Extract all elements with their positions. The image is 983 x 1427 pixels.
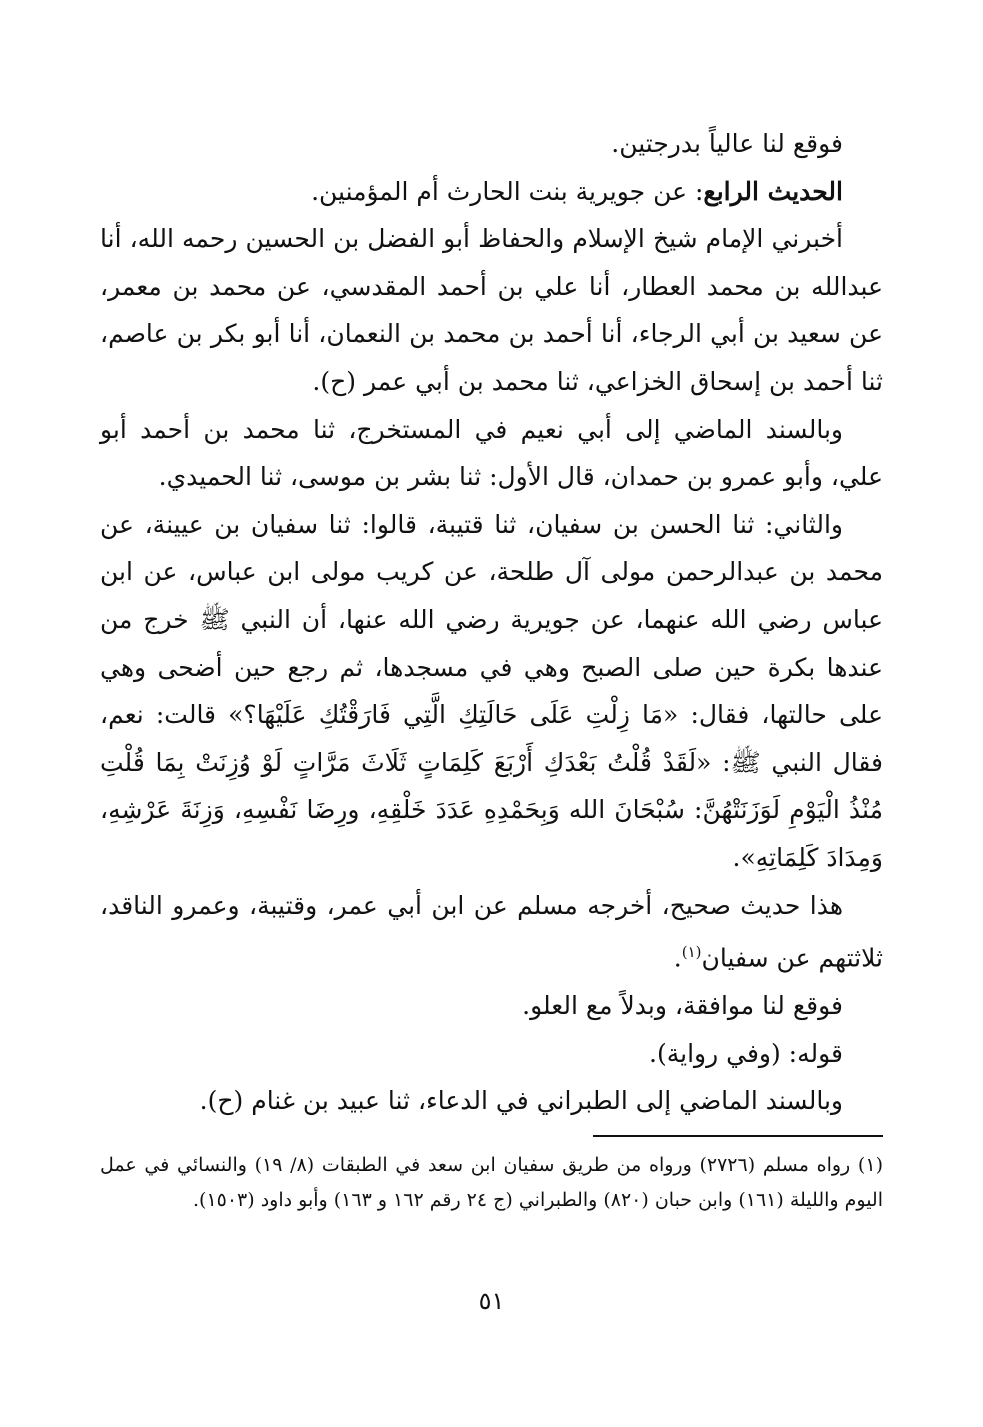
paragraph-5: والثاني: ثنا الحسن بن سفيان، ثنا قتيبة، قالوا: ثنا سفيان بن عيينة، عن محمد بن عبدالرحمن مولى آل طلحة، عن كريب مولى ابن عباس، عن ابن عباس رضي الله عنهما، عن جويرية رضي الله عنها، أن النبي ﷺ خرج من عندها بكرة حين صلى الصبح وهي في مسجدها، ثم رجع حين أضحى وهي على حالتها، فقال: «مَا زِلْتِ عَلَى حَالَتِكِ الَّتِي فَارَقْتُكِ عَلَيْهَا؟» قالت: نعم، فقال النبي ﷺ: «لَقَدْ قُلْتُ بَعْدَكِ أَرْبَعَ كَلِمَاتٍ ثَلَاثَ مَرَّاتٍ لَوْ وُزِنَتْ بِمَا قُلْتِ مُنْذُ الْيَوْمِ لَوَزَنَتْهُنَّ: سُبْحَانَ الله وَبِحَمْدِهِ عَدَدَ خَلْقِهِ، ورِضَا نَفْسِهِ، وَزِنَةَ عَرْشِهِ، وَمِدَادَ كَلِمَاتِهِ».: [100, 509, 883, 872]
main-text: [100, 120, 883, 1125]
paragraph-6-end: .: [673, 943, 682, 973]
paragraph-6: [100, 882, 883, 983]
footnote-reference: (١): [681, 943, 702, 962]
paragraph-1: فوقع لنا عالياً بدرجتين.: [611, 129, 843, 158]
paragraph-6-text: هذا حديث صحيح، أخرجه مسلم عن ابن أبي عمر، وقتيبة، وعمرو الناقد، ثلاثتهم عن سفيان: [100, 890, 883, 973]
paragraph-9: وبالسند الماضي إلى الطبراني في الدعاء، ثنا عبيد بن غنام (ح).: [199, 1086, 843, 1116]
footnote-divider: [593, 1135, 883, 1137]
paragraph-8: قوله: (وفي رواية).: [649, 1038, 843, 1068]
hadith-heading: الحديث الرابع: [703, 176, 843, 206]
page-number: ٥١: [478, 1287, 505, 1315]
paragraph-4: وبالسند الماضي إلى أبي نعيم في المستخرج، ثنا محمد بن أحمد أبو علي، وأبو عمرو بن حمدان، قال الأول: ثنا بشر بن موسى، ثنا الحميدي.: [100, 414, 883, 492]
paragraph-2: [100, 168, 883, 216]
paragraph-3: أخبرني الإمام شيخ الإسلام والحفاظ أبو الفضل بن الحسين رحمه الله، أنا عبدالله بن محمد العطار، أنا علي بن أحمد المقدسي، عن محمد بن معمر، عن سعيد بن أبي الرجاء، أنا أحمد بن محمد بن النعمان، أنا أبو بكر بن عاصم، ثنا أحمد بن إسحاق الخزاعي، ثنا محمد بن أبي عمر (ح).: [100, 224, 883, 396]
hadith-heading-rest: : عن جويرية بنت الحارث أم المؤمنين.: [311, 176, 704, 206]
footnotes: [100, 1148, 883, 1218]
paragraph-7: فوقع لنا موافقة، وبدلاً مع العلو.: [522, 991, 843, 1021]
footnote-1: (١) رواه مسلم (٢٧٢٦) ورواه من طريق سفيان ابن سعد في الطبقات (٨/ ١٩) والنسائي في عمل اليوم والليلة (١٦١) وابن حبان (٨٢٠) والطبراني (ج ٢٤ رقم ١٦٢ و ١٦٣) وأبو داود (١٥٠٣).: [100, 1154, 883, 1211]
